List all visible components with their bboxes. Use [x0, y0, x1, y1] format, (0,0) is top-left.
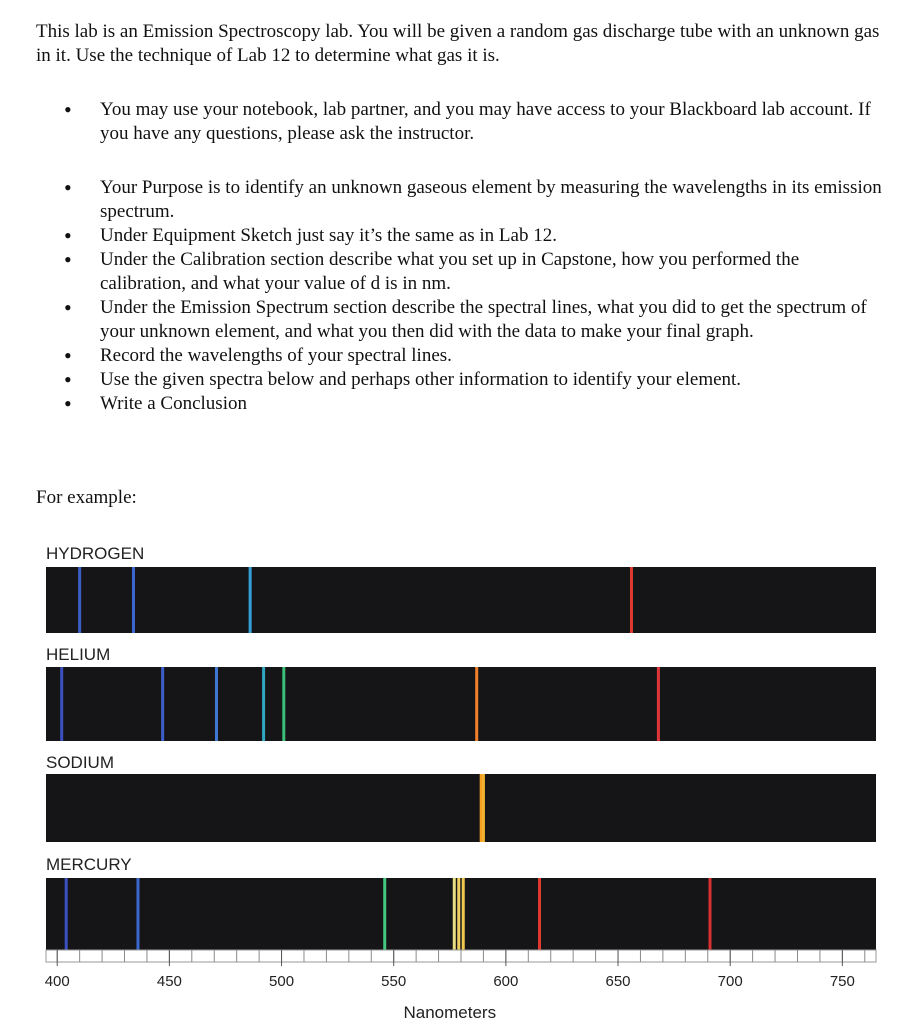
spectrum-band [46, 878, 876, 950]
tick-label: 750 [829, 973, 855, 990]
spectral-line [475, 667, 478, 741]
bullet-item: • Your Purpose is to identify an unknown gaseous element by measuring the wavelengths in its emission spectrum. [36, 176, 886, 224]
bullet-item: • Use the given spectra below and perhaps other information to identify your element. [36, 368, 886, 392]
example-label: For example: [36, 487, 137, 508]
bullet-item: • You may use your notebook, lab partner, and you may have access to your Blackboard lab account. If you have any questions, please ask the instructor. [36, 98, 886, 146]
spectrum-band [46, 567, 876, 633]
tick-label: 450 [156, 973, 182, 990]
spectrum-band [46, 667, 876, 741]
spectrum-label: MERCURY [46, 855, 132, 874]
spectrum-band [46, 774, 876, 842]
spectrum-label: HYDROGEN [46, 544, 145, 563]
tick-label: 500 [269, 973, 295, 990]
spectral-line [262, 667, 265, 741]
spectral-line [657, 667, 660, 741]
spectral-line [161, 667, 164, 741]
tick-label: 600 [493, 973, 519, 990]
tick-label: 700 [717, 973, 743, 990]
tick-label: 650 [605, 973, 631, 990]
bullet-item: • Under the Emission Spectrum section describe the spectral lines, what you did to get the spectrum of your unknown element, and what you then did with the data to make your final graph. [36, 296, 886, 344]
spectral-line [132, 567, 135, 633]
spectral-line [65, 878, 68, 950]
bullet-item: • Write a Conclusion [36, 392, 886, 416]
spectral-line [282, 667, 285, 741]
spectral-line [709, 878, 712, 950]
bullet-item: • Record the wavelengths of your spectral lines. [36, 344, 886, 368]
x-axis-title: Nanometers [403, 1003, 497, 1022]
spectral-line [60, 667, 63, 741]
tick-label: 400 [44, 973, 70, 990]
spectrum-label: SODIUM [46, 753, 114, 772]
spectral-line [215, 667, 218, 741]
spectral-line [453, 878, 456, 950]
spectral-line [462, 878, 465, 950]
tick-label: 550 [381, 973, 407, 990]
spectral-line [78, 567, 81, 633]
intro-paragraph: This lab is an Emission Spectroscopy lab. You will be given a random gas discharge tube with an unknown gas in it. Use the technique of Lab 12 to determine what gas it is. [36, 21, 880, 66]
spectrum-label: HELIUM [46, 645, 111, 664]
spectral-line [630, 567, 633, 633]
spectral-line [482, 774, 485, 842]
spectral-line [457, 878, 460, 950]
bullet-item: • Under Equipment Sketch just say it’s the same as in Lab 12. [36, 224, 886, 248]
spectral-line [538, 878, 541, 950]
spectral-line [249, 567, 252, 633]
bullet-item: • Under the Calibration section describe what you set up in Capstone, how you performed the calibration, and what your value of d is in nm. [36, 248, 886, 296]
spectral-line [136, 878, 139, 950]
spectral-line [383, 878, 386, 950]
